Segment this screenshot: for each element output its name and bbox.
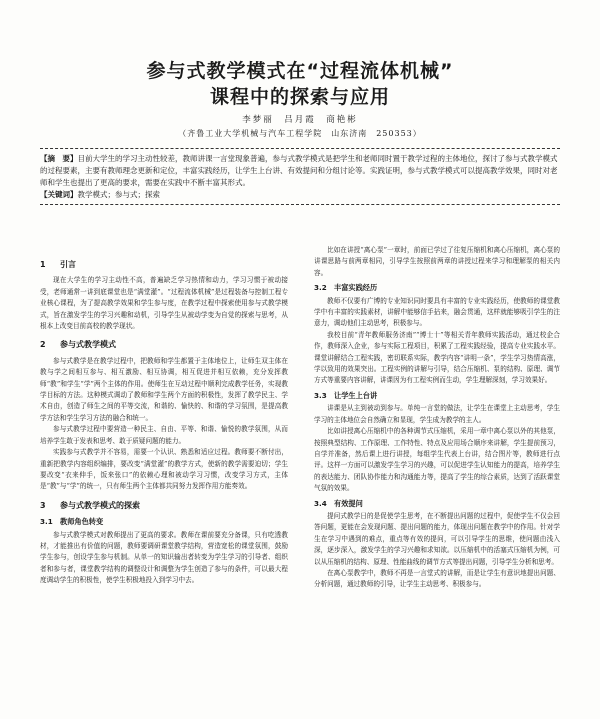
keywords-text: 教学模式；参与式；探索 <box>77 190 160 199</box>
section-3-3-paragraph-2: 比如讲授离心压缩机中的各种调节式压缩机，采用一章中离心泵以外的其他泵，按照典型结构、工作原理、工作特性、特点及应用场合顺序来讲解，学生提前预习，自学并准备，然后课上进行讲授，每组学生代表上台讲，结合图片等，教师进行点评。这样一方面可以激发学生学习的兴趣，可以促进学生认知能力的提高，培养学生的表达能力、团队协作能力和沟通能力等，提高了学生的综合素质，达到了活跃课堂气氛的效果。 <box>314 427 560 493</box>
section-3-2-paragraph-2: 我校目前“青年教师服务济南”“博士十”等相关青年教师实践活动，通过校企合作，教师深入企业，参与实际工程项目，积累了工程实践经验，提高专业实践水平。课堂讲解结合工程实践，密切联系实际，教学内容“讲明一条”，学生学习热情高涨，学以致用的效果突出。工程实例的讲解与引导，结合压缩机、泵的结构、原理、调节方式等重要内容讲解，讲课因为有工程实例而生动，学生理解深刻，学习效果好。 <box>314 330 560 385</box>
section-2-paragraph-2: 参与式教学过程中要营造一种民主、自由、平等、和谐、愉悦的教学氛围，从而培养学生敢于发表和思考、敢于质疑问题的能力。 <box>40 425 288 445</box>
section-1-paragraph: 现在大学生的学习主动性不高，普遍缺乏学习热情和动力，学习习惯于被动接受，老师通常一讲到底课堂也是“满堂灌”。“过程流体机械”是过程装备与控制工程专业核心课程，为了提高教学效果和学生参与度，在教学过程中探索使用参与式教学模式，旨在激发学生的学习兴趣和动机，引导学生从被动学变为自觉的探索与思考，从根本上改变目前高校的教学现状。 <box>40 276 288 331</box>
title-line-1: 参与式教学模式在“过程流体机械” <box>146 60 454 82</box>
section-1-heading: 1 引言 <box>40 260 76 269</box>
paper-title <box>0 58 600 110</box>
section-3-1-heading: 3.1 教师角色转变 <box>40 517 104 527</box>
abstract-box <box>40 148 560 205</box>
abstract-paragraph <box>40 153 560 189</box>
keywords-label: 【关键词】 <box>40 190 78 199</box>
section-3-2-heading: 3.2 丰富实践经历 <box>314 283 378 293</box>
section-3-4-paragraph-1: 提问式教学日的是促使学生思考，在不断提出问题的过程中，促使学生不仅会回答问题，更能在会发现问题、提出问题的能力，体现出问题在教学中的作用。针对学生在学习中遇到的难点，重点等有效的提问，可以引导学生的思维，使问题由浅入深，逐步深入，激发学生的学习兴趣和求知欲。以压缩机中的活塞式压缩机为例，可以从压缩机的结构、原理、性能曲线的调节方式等提出问题，引导学生分析和思考。 <box>314 511 560 566</box>
abstract-label: 【摘 要】 <box>40 154 78 163</box>
section-3-1-paragraph: 参与式教学模式对教师提出了更高的要求。教师在课前要充分备课，只有吃透教材，才能推出有价值的问题，教师要调研课堂教学结构，营造宽松的课堂氛围，鼓励学生参与，创设学生参与机制。从单一的知识输出者转变为学生学习的引导者、组织者和参与者，课堂教学结构的调整设计和调整为学生创造了参与的条件，可以最大程度调动学生的积极性，使学生积极地投入到学习中去。 <box>40 530 288 585</box>
authors: 李梦丽 吕月霞 商艳彬 <box>242 115 358 125</box>
section-2-heading: 2 参与式教学模式 <box>40 340 116 350</box>
abstract-text: 目前大学生的学习主动性较差，教师讲课一言堂现象普遍，参与式教学模式是把学生和老师同时置于教学过程的主体地位，探讨了参与式教学模式的过程要素，主要有教师理念更新和定位，丰富实践经历，让学生上台讲、有效提问和分组讨论等。实践证明，参与式教学模式可以提高教学效果，同时对老师和学生也提出了更高的要求，需要在实践中不断丰富其形式。 <box>40 154 558 187</box>
section-3-2-paragraph-1: 教师不仅要有广博的专业知识同时要具有丰富的专业实践经历，使教师的课堂教学中有丰富的实践素材，讲解中能够信手拈来，融会贯通，这样就能够吸引学生的注意力，调动他们主动思考，积极参与。 <box>314 296 560 328</box>
left-column <box>40 252 288 587</box>
section-3-3-paragraph-1: 讲课是从主到被动到参与。单纯一言堂的做法，让学生在课堂上主动思考，学生学习的主体地位会自然确立和显现，学生成为教学的主人。 <box>314 404 560 424</box>
section-2-paragraph-3: 实践参与式教学并不容易，需要一个认识、熟悉和适应过程。教师要不断付出，重新把教学内容组织编排，要改变“满堂灌”的教学方式，使新的教学需要迫切；学生要改变“衣来伸手，饭来张口”的依赖心理和被动学习习惯，改变学习方式，主体是“教”与“学”的统一，只有师生两个主体都共同努力发挥作用方能奏效。 <box>40 448 288 491</box>
right-column <box>314 245 560 591</box>
title-line-2: 课程中的探索与应用 <box>209 86 390 108</box>
keywords-paragraph <box>40 189 560 201</box>
section-3-4-paragraph-2: 在离心泵教学中，教师不再是一言堂式的讲解，而是让学生有意识地提出问题、分析问题，通过教师的引导，让学生主动思考、积极参与。 <box>314 568 560 589</box>
section-3-4-heading: 3.4 有效提问 <box>314 498 363 508</box>
section-3-3-heading: 3.3 让学生上台讲 <box>314 390 378 400</box>
section-3-heading: 3 参与式教学模式的探索 <box>40 500 140 510</box>
affiliation: （齐鲁工业大学机械与汽车工程学院 山东济南 250353） <box>178 129 422 138</box>
section-3-1-continued: 比如在讲授“离心泵”一章时，前面已学过了往复压缩机和离心压缩机，离心泵的讲课思路与前两章相同，引导学生按照前两章的讲授过程来学习和理解泵的相关内容。 <box>314 246 560 277</box>
section-2-paragraph-1: 参与式教学是在教学过程中，把教师和学生都置于主体地位上，让师生双主体在教与学之间相互参与、相互激励、相互协调，相互促进并相互依赖，充分发挥教师“教”和学生“学”两个主体的作用。使师生在互动过程中顺利完成教学任务，实现教学目标的方法。这种模式调动了教师和学生两个方面的积极性，发挥了教学民主、学术自由，创造了师生之间的平等交流，和谐的、愉快的、和谐的学习氛围，是提高教学方法和学生学习方法的融合和统一。 <box>40 356 288 422</box>
